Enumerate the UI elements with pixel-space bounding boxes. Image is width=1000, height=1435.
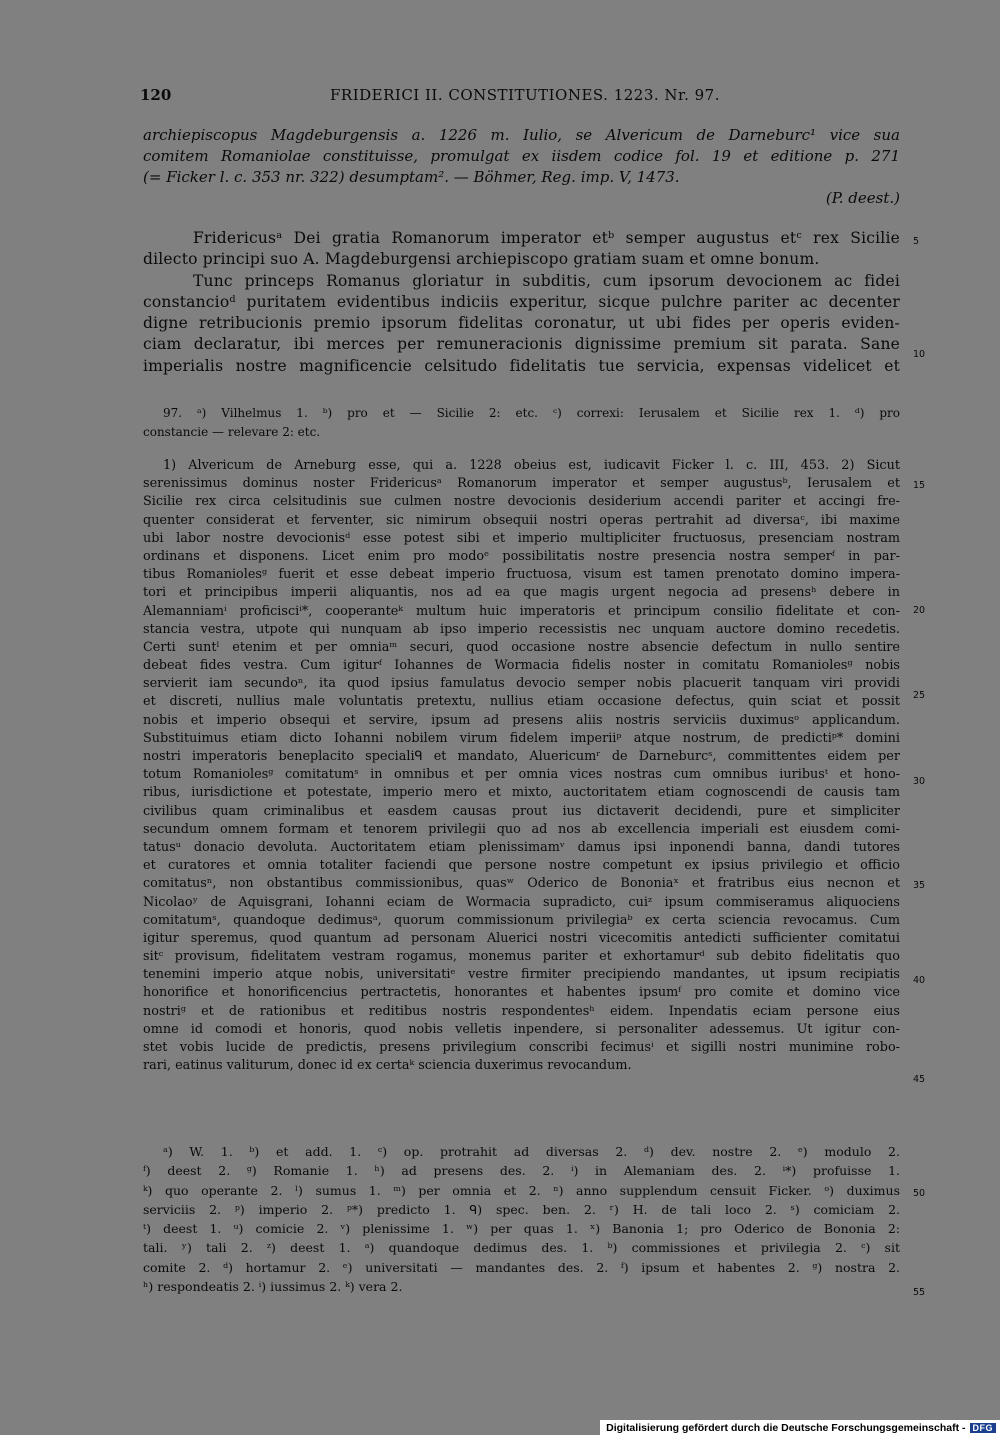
body-line: Fridericusᵃ Dei gratia Romanorum imperator etᵇ semper augustus etᶜ rex Sicilie — [193, 229, 900, 247]
body-line: constancioᵈ puritatem evidentibus indiciis experitur, sicque pulchre pariter ac decenter — [143, 292, 900, 311]
line-number: 35 — [913, 880, 926, 891]
footnote-line: civilibus quam criminalibus et easdem causas prout ius dictaverit decidendi, pure et simpliciter — [143, 803, 900, 819]
credit-text: Digitalisierung gefördert durch die Deutsche Forschungsgemeinschaft - — [606, 1421, 966, 1434]
line-number: 25 — [913, 690, 926, 701]
footnote-line: comitatumˢ, quandoque dedimusᵃ, quorum commissionum privilegiaᵇ ex certa sciencia revocamus. Cum — [143, 912, 900, 928]
footnote-line: Sicilie rex circa celsitudinis sue culmen nostre devocionis desiderium accendi pariter et accingi fre- — [143, 494, 900, 510]
page-header — [140, 86, 900, 110]
note-line: ᵗ) deest 1. ᵘ) comicie 2. ᵛ) plenissime 1. ʷ) per quas 1. ˣ) Banonia 1; pro Oderico de Bononia 2: — [143, 1221, 900, 1237]
charter-text — [143, 229, 900, 378]
note-line: comite 2. ᵈ) hortamur 2. ᵉ) universitati — mandantes des. 2. ᶠ) ipsum et habentes 2. ᵍ) nostra 2. — [143, 1259, 900, 1275]
note-line: ᵏ) quo operante 2. ˡ) sumus 1. ᵐ) per omnia et 2. ⁿ) anno supplendum censuit Ficker. ᵒ) duximus — [143, 1182, 900, 1198]
footnote-line: ordinans et disponens. Licet enim pro modoᵉ possibilitatis nostre presencia nostra semperᶠ in par- — [143, 548, 900, 564]
line-number: 45 — [913, 1074, 926, 1085]
footnote-line: sitᶜ provisum, fidelitatem vestram rogamus, monemus pariter et exhortamurᵈ sub debito fidelitatis quo — [143, 949, 900, 965]
body-line: imperialis nostre magnificencie celsitudo fidelitatis tue servicia, expensas videlicet et — [143, 356, 900, 375]
dfg-logo: DFG — [970, 1423, 997, 1433]
footnote-line: Nicolaoʸ de Aquisgrani, Iohanni eciam de Wormacia supradicto, cuiᶻ ipsum commiseramus aliquociens — [143, 894, 900, 910]
note-line: ᶠ) deest 2. ᵍ) Romanie 1. ʰ) ad presens des. 2. ⁱ) in Alemaniam des. 2. ⁱ*) profuisse 1. — [143, 1163, 900, 1179]
line-number: 50 — [913, 1188, 926, 1199]
textual-notes-bottom — [143, 1144, 900, 1298]
footnote-line: ribus, iurisdictione et potestate, imperio mero et mixto, auctoritatem etiam cognoscendi de causis tam — [143, 785, 900, 801]
intro-line: comitem Romaniolae constituisse, promulgat ex iisdem codice fol. 19 et editione p. 271 — [143, 147, 900, 165]
footnote-line: tenemini imperio atque nobis, universitatiᵉ vestre firmiter precipiendo mandantes, ut ipsum recipiatis — [143, 967, 900, 983]
footnote-line: igitur speremus, quod quantum ad personam Aluerici nostri vicecomitis antedicti sufficienter comitatui — [143, 930, 900, 946]
footnote-line: nostri imperatoris beneplacito specialiᑫ et mandato, Aluericumʳ de Darneburcˢ, committentes eidem per — [143, 749, 900, 764]
body-line: digne retribucionis premio ipsorum fidelitas coronatur, ut ubi fides per operis eviden- — [143, 314, 900, 333]
footnote-line: Alemanniamⁱ proficisciⁱ*, cooperanteᵏ multum huic imperatoris et principum consilio fidelitate et con- — [143, 603, 900, 619]
introductory-note — [143, 126, 900, 210]
footnote-line: stancia vestra, utpote qui nunquam ab ipso imperio recessistis nec unquam auctore domino recedetis. — [143, 621, 900, 637]
line-number: 40 — [913, 975, 926, 986]
note-line: constancie — relevare 2: etc. — [143, 425, 321, 439]
footnote-line: 1) Alvericum de Arneburg esse, qui a. 1228 obeius est, iudicavit Ficker l. c. III, 453. 2) Sicut — [163, 458, 900, 473]
footnote-line: totum Romaniolesᵍ comitatumˢ in omnibus et per omnia vices nostras cum omnibus iuribusᵗ et hono- — [143, 767, 900, 783]
footnote-line: nobis et imperio obsequi et servire, ipsum ad presens aliis nostris serviciis duximusᵒ applicandum. — [143, 712, 900, 728]
note-line: ᵃ) W. 1. ᵇ) et add. 1. ᶜ) op. protrahit ad diversas 2. ᵈ) dev. nostre 2. ᵉ) modulo 2. — [163, 1144, 900, 1159]
note-line: tali. ʸ) tali 2. ᶻ) deest 1. ᵃ) quandoque dedimus des. 1. ᵇ) commissiones et privilegia 2. ᶜ) sit — [143, 1240, 900, 1256]
footnote-line: quenter considerat et ferventer, sic nimirum obsequii nostri operas pertrahit ad diversaᶜ, ibi maxime — [143, 512, 900, 528]
footnote-line: nostriᵍ et de rationibus et reditibus nostris respondentesʰ eidem. Inpendatis eciam persone eius — [143, 1003, 900, 1019]
note-line: 97. ᵃ) Vilhelmus 1. ᵇ) pro et — Sicilie 2: etc. ᶜ) correxi: Ierusalem et Sicilie rex 1. ᵈ) pro — [163, 406, 900, 420]
edition-note: (P. deest.) — [825, 189, 900, 207]
body-line: ciam declaratur, ibi merces per remuneracionis dignissime premium sit parata. Sane — [143, 335, 900, 354]
line-number: 5 — [913, 236, 920, 247]
intro-line: archiepiscopus Magdeburgensis a. 1226 m. Iulio, se Alvericum de Darneburc¹ vice sua — [143, 126, 900, 144]
line-number: 20 — [913, 605, 926, 616]
footnote-line: ubi labor nostre devocionisᵈ esse potest sibi et imperio multipliciter fructuosus, presenciam nostram — [143, 530, 900, 546]
footnote-line: Certi suntˡ etenim et per omniaᵐ securi, quod occasione nostre absencie defectum in nullo sentire — [143, 639, 900, 655]
line-number: 55 — [913, 1287, 926, 1298]
footnote-line: omne id comodi et honoris, quod nobis velletis inpendere, si personaliter adessemus. Ut igitur con- — [143, 1021, 900, 1037]
footnote-line: tori et principibus imperii aliquantis, nos ad ea que magis urgent negocia ad presensʰ debere in — [143, 585, 900, 601]
footnote-line: secundum omnem formam et tenorem privilegii quo ad nos ab excellencia imperiali est eiusdem comi- — [143, 821, 900, 837]
footnote-line: servierit iam secundoⁿ, ita quod ipsius famulatus devocio semper nobis placuerit tanquam viri providi — [143, 676, 900, 692]
footnote-line: rari, eatinus valiturum, donec id ex certaᵏ sciencia duxerimus revocandum. — [143, 1058, 632, 1074]
footnote-line: serenissimus dominus noster Fridericusᵃ Romanorum imperator et semper augustusᵇ, Ierusalem et — [143, 476, 900, 492]
footnote-line: Substituimus etiam dicto Iohanni nobilem virum fidelem imperiiᵖ atque nostrum, de predictiᵖ* domini — [143, 730, 900, 746]
footnote-line: tatusᵘ donacio devoluta. Auctoritatem etiam plenissimamᵛ damus ipsi inponendi banna, dandi tutores — [143, 839, 900, 855]
footnotes — [143, 458, 900, 1076]
textual-notes-top — [143, 406, 900, 444]
line-number: 10 — [913, 349, 926, 360]
page-number: 120 — [140, 86, 172, 104]
body-line: Tunc princeps Romanus gloriatur in subditis, cum ipsorum devocionem ac fidei — [193, 271, 900, 290]
footnote-line: tibus Romaniolesᵍ fuerit et esse debeat imperio fructuosa, visum est tamen prenotato domino impera- — [143, 567, 900, 583]
intro-line: (= Ficker l. c. 353 nr. 322) desumptam². — Böhmer, Reg. imp. V, 1473. — [143, 168, 680, 186]
note-line: serviciis 2. ᵖ) imperio 2. ᵖ*) predicto 1. ᑫ) spec. ben. 2. ʳ) H. de tali loco 2. ˢ) comiciam 2. — [143, 1201, 900, 1217]
line-number: 30 — [913, 776, 926, 787]
line-number: 15 — [913, 480, 926, 491]
running-title: FRIDERICI II. CONSTITUTIONES. 1223. Nr. 97. — [330, 86, 720, 104]
note-line: ʰ) respondeatis 2. ⁱ) iussimus 2. ᵏ) vera 2. — [143, 1279, 403, 1295]
footnote-line: et curatores et omnia totaliter faciendi que persone nostre competunt ex ipsius privilegio et officio — [143, 858, 900, 874]
footnote-line: honorifice et honorificencius pertractetis, honorantes et habentes ipsumᶠ pro comite et domino vice — [143, 985, 900, 1001]
footnote-line: debeat fides vestra. Cum igiturᶠ Iohannes de Wormacia fidelis noster in comitatu Romaniolesᵍ nobis — [143, 658, 900, 674]
footnote-line: et discreti, nullius male voluntatis pretextu, nullius etiam occasione defectus, quin sciat et possit — [143, 694, 900, 710]
body-line: dilecto principi suo A. Magdeburgensi archiepiscopo gratiam suam et omne bonum. — [143, 250, 820, 269]
digitization-credit — [600, 1420, 1000, 1435]
footnote-line: stet vobis lucide de predictis, presens privilegium conscribi fecimusⁱ et sigilli nostri munimine robo- — [143, 1040, 900, 1055]
footnote-line: comitatusⁿ, non obstantibus commissionibus, quasʷ Oderico de Bononiaˣ et fratribus eius necnon et — [143, 876, 900, 892]
